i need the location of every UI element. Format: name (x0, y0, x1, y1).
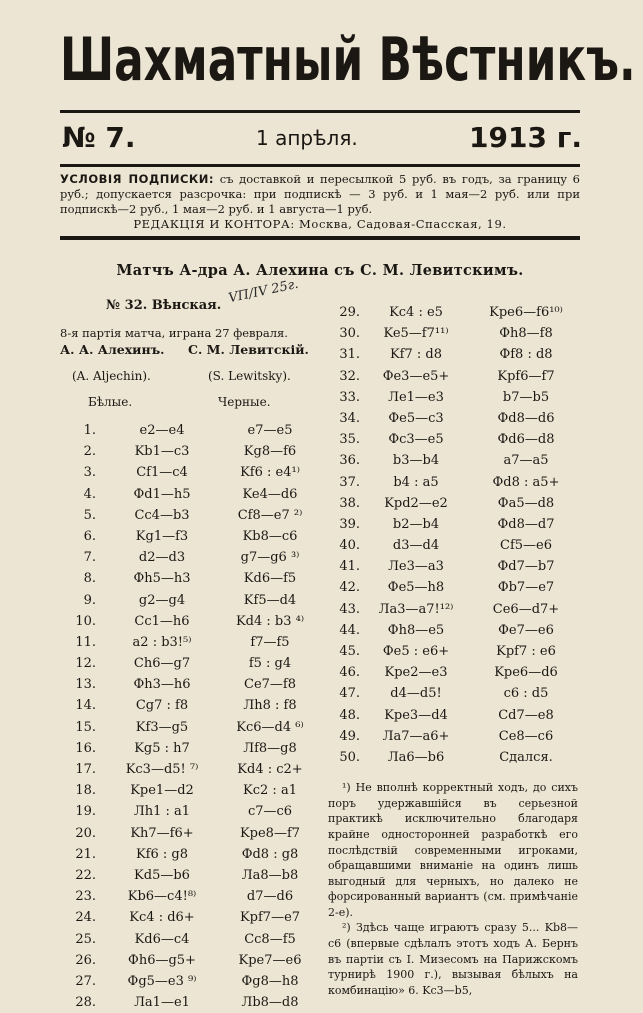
move-number: 27. (75, 973, 96, 989)
move-number: 3. (83, 465, 96, 481)
black-move: Лb8—d8 (241, 995, 299, 1011)
move-row (328, 705, 580, 726)
white-move: Cg7 : f8 (135, 698, 189, 714)
move-number: 29. (339, 305, 360, 320)
move-row (60, 823, 322, 844)
black-move: Kc2 : a1 (243, 783, 297, 799)
footnote-1: ¹) Не вполнѣ корректный ходъ, до сихъ поръ удержавшійся въ серьезной практикѣ исключительно благодаря крайне односторонней разработкѣ его послѣдствій современными игроками, обращавшими вниманіе на одинъ лишь выгодный для черныхъ, но далеко не форсированный вариантъ (см. примѣчаніе 2-е). (328, 781, 578, 919)
black-move: Фa5—d8 (497, 495, 555, 511)
white-move: Kpe1—d2 (130, 783, 194, 799)
black-player-latin: (S. Lewitsky). (208, 369, 291, 383)
move-row (328, 683, 580, 704)
move-number: 30. (339, 326, 360, 342)
move-number: 33. (339, 389, 360, 405)
white-move: Фg5—e3 ⁹⁾ (127, 973, 197, 989)
black-move: f7—f5 (250, 634, 290, 650)
white-move: Cc4—b3 (134, 507, 190, 523)
players-row (60, 342, 322, 364)
move-row (328, 387, 580, 408)
black-move: Лa8—b8 (241, 867, 299, 883)
subscription-heading: УСЛОВІЯ ПОДПИСКИ: (60, 172, 215, 186)
white-move: Kf6 : g8 (135, 846, 189, 862)
white-move: Kh7—f6+ (130, 825, 194, 841)
white-move: Kpd2—e2 (384, 495, 448, 511)
black-move: Kpe6—f6¹⁰⁾ (489, 305, 563, 320)
move-number: 15. (75, 719, 96, 735)
move-number: 36. (339, 453, 360, 469)
move-number: 22. (75, 867, 96, 883)
black-move: Kd4 : c2+ (237, 762, 303, 777)
white-move: Фd1—h5 (133, 486, 191, 502)
move-number: 10. (75, 613, 96, 629)
move-number: 34. (339, 410, 360, 426)
white-move: Фh8—e5 (387, 622, 445, 638)
move-row (60, 441, 322, 462)
move-row (60, 462, 322, 483)
move-number: 47. (339, 686, 360, 702)
move-number: 42. (339, 580, 360, 596)
move-number: 17. (75, 762, 96, 777)
move-number: 44. (339, 622, 360, 638)
masthead-rule-mid (60, 164, 580, 167)
white-player: А. А. Алехинъ. (60, 342, 165, 357)
moves-list-left (60, 420, 322, 1013)
black-move: Фe7—e6 (498, 622, 554, 638)
black-move: f5 : g4 (248, 656, 292, 672)
move-row (328, 577, 580, 598)
black-move: Фf8 : d8 (499, 347, 553, 363)
move-number: 1. (83, 423, 96, 438)
move-number: 38. (339, 495, 360, 511)
move-number: 37. (339, 474, 360, 490)
move-row (328, 366, 580, 387)
move-row (60, 759, 322, 780)
black-move: c6 : d5 (503, 686, 549, 702)
white-move: Kg1—f3 (135, 528, 189, 544)
move-row (60, 801, 322, 822)
move-row (328, 556, 580, 577)
move-number: 12. (75, 656, 96, 672)
white-move: Фe5—h8 (387, 580, 445, 596)
move-row (60, 568, 322, 589)
move-number: 18. (75, 783, 96, 799)
move-row (328, 344, 580, 365)
white-move: Kb6—c4!⁸⁾ (127, 889, 197, 905)
move-number: 8. (83, 571, 96, 587)
masthead-rule-top (60, 110, 580, 113)
black-move: Kpf7 : e6 (496, 644, 556, 659)
move-row (60, 653, 322, 674)
black-move: Фg8—h8 (241, 973, 299, 989)
black-move: Kpf7—e7 (239, 910, 301, 926)
colors-row (60, 388, 322, 420)
move-number: 4. (83, 486, 96, 502)
white-move: b2—b4 (392, 516, 440, 532)
move-row (60, 844, 322, 865)
black-move: Фd8 : a5+ (492, 474, 560, 490)
black-move: Kf6 : e4¹⁾ (240, 465, 300, 481)
white-move: Kpe3—d4 (384, 707, 448, 723)
move-row (60, 738, 322, 759)
move-row (60, 865, 322, 886)
black-move: Cc8—f5 (244, 931, 296, 947)
move-row (328, 747, 580, 768)
black-move: Фd8 : g8 (241, 846, 299, 862)
black-move: e7—e5 (247, 423, 293, 438)
black-move: Cd7—e8 (498, 707, 554, 723)
move-number: 40. (339, 538, 360, 554)
white-move: Kpe2—e3 (384, 665, 448, 681)
move-number: 5. (83, 507, 96, 523)
white-move: Ke5—f7¹¹⁾ (383, 326, 449, 342)
white-move: Фh5—h3 (133, 571, 191, 587)
move-number: 13. (75, 677, 96, 693)
black-move: Лh8 : f8 (243, 698, 297, 714)
white-move: Kf7 : d8 (389, 347, 443, 363)
black-move: Ce8—c6 (498, 728, 554, 744)
black-move: Лf8—g8 (243, 740, 297, 756)
move-number: 46. (339, 665, 360, 681)
white-move: Лe3—a3 (388, 559, 444, 575)
white-move: b3—b4 (392, 453, 440, 469)
black-move: Kpe8—f7 (239, 825, 301, 841)
move-row (60, 590, 322, 611)
move-row (328, 514, 580, 535)
black-move: b7—b5 (502, 389, 550, 405)
move-row (60, 526, 322, 547)
white-move: d3—d4 (392, 538, 440, 554)
players-latin-row (60, 364, 322, 388)
move-row (328, 450, 580, 471)
game-number: № 32. Вѣнская. (106, 298, 222, 313)
white-move: Kd6—c4 (134, 931, 190, 947)
black-move: Kg8—f6 (243, 444, 297, 460)
move-row (60, 886, 322, 907)
white-move: Фe3—e5+ (382, 368, 450, 384)
move-row (328, 535, 580, 556)
move-number: 41. (339, 559, 360, 575)
white-move: Фc3—e5 (388, 432, 444, 448)
black-move: Kc6—d4 ⁶⁾ (236, 719, 304, 735)
moves-list-right (328, 302, 580, 768)
move-number: 48. (339, 707, 360, 723)
white-move: Лa7—a6+ (382, 728, 450, 744)
black-move: Фd8—d7 (497, 516, 555, 532)
move-row (60, 695, 322, 716)
black-move: Kd6—f5 (243, 571, 297, 587)
white-move: Лe1—e3 (388, 389, 444, 405)
move-row (60, 971, 322, 992)
game-header (60, 276, 322, 324)
black-move: Cf5—e6 (500, 538, 552, 554)
move-number: 45. (339, 644, 360, 659)
white-move: g2—g4 (138, 592, 186, 608)
move-row (60, 929, 322, 950)
white-move: Лa3—a7!¹²⁾ (378, 601, 454, 617)
move-number: 43. (339, 601, 360, 617)
move-row (60, 632, 322, 653)
black-move: Фb7—e7 (497, 580, 555, 596)
white-move: Лa1—e1 (134, 995, 190, 1011)
white-move: b4 : a5 (393, 474, 439, 490)
black-move: Ce6—d7+ (492, 601, 560, 617)
white-move: d4—d5! (390, 686, 442, 702)
move-number: 35. (339, 432, 360, 448)
subscription-terms (60, 172, 580, 232)
move-number: 23. (75, 889, 96, 905)
black-move: Сдался. (499, 749, 553, 765)
white-move: Kg5 : h7 (134, 740, 190, 756)
black-move: Kpe6—d6 (494, 665, 558, 681)
white-move: a2 : b3!⁵⁾ (132, 634, 192, 650)
black-move: Kpf6—f7 (497, 368, 555, 384)
move-row (60, 992, 322, 1013)
black-move: Ke4—d6 (242, 486, 298, 502)
move-number: 2. (83, 444, 96, 460)
move-row (60, 950, 322, 971)
move-number: 28. (75, 995, 96, 1011)
white-move: Ch6—g7 (133, 656, 191, 672)
footnotes (328, 780, 578, 998)
move-row (328, 408, 580, 429)
black-move: Фh8—f8 (499, 326, 553, 342)
black-label: Черные. (218, 395, 271, 409)
subscription-text: съ доставкой и пересылкой 5 руб. въ годъ, за границу 6 руб.; допускается разсрочка: при подпискѣ — 3 руб. и 1 мая—2 руб. или при подпискѣ—2 руб., 1 мая—2 руб. и 1 августа—1 руб. (60, 172, 581, 216)
move-number: 39. (339, 516, 360, 532)
move-row (60, 717, 322, 738)
move-number: 19. (75, 804, 96, 820)
move-number: 25. (75, 931, 96, 947)
black-move: d7—d6 (246, 889, 294, 905)
right-column (328, 302, 580, 998)
issue-year: 1913 г. (469, 121, 582, 154)
white-move: Лa6—b6 (387, 749, 445, 765)
masthead-rule-bottom (60, 236, 580, 240)
black-move: Kpe7—e6 (238, 952, 302, 968)
move-number: 31. (339, 347, 360, 363)
move-number: 7. (83, 550, 96, 566)
game-subtitle: 8-я партія матча, играна 27 февраля. (60, 326, 288, 340)
move-number: 49. (339, 728, 360, 744)
move-number: 6. (83, 528, 96, 544)
white-move: Фe5 : e6+ (382, 644, 450, 659)
move-number: 24. (75, 910, 96, 926)
white-player-latin: (A. Aljechin). (72, 369, 151, 383)
black-move: Фd6—d8 (497, 432, 555, 448)
masthead-title: Шахматный Вѣстникъ. (60, 25, 636, 95)
move-number: 50. (339, 749, 360, 765)
white-move: Kc3—d5! ⁷⁾ (125, 762, 199, 777)
move-number: 20. (75, 825, 96, 841)
white-move: Лh1 : a1 (133, 804, 191, 820)
white-move: Cf1—c4 (136, 465, 188, 481)
white-move: Фh6—g5+ (128, 952, 196, 968)
editorial-address: РЕДАКЦІЯ И КОНТОРА: Москва, Садовая-Спасская, 19. (133, 217, 507, 231)
white-move: Cc1—h6 (134, 613, 190, 629)
black-move: c7—c6 (247, 804, 293, 820)
black-move: Kb8—c6 (242, 528, 298, 544)
black-move: g7—g6 ³⁾ (240, 550, 300, 566)
move-row (60, 420, 322, 441)
move-row (328, 726, 580, 747)
black-move: Фd8—d6 (497, 410, 555, 426)
move-number: 32. (339, 368, 360, 384)
issue-row (62, 118, 582, 158)
move-row (60, 674, 322, 695)
black-move: Kd4 : b3 ⁴⁾ (235, 613, 305, 629)
move-row (328, 429, 580, 450)
left-column (60, 276, 322, 1013)
white-move: Kb1—c3 (134, 444, 190, 460)
move-row (328, 641, 580, 662)
move-row (60, 611, 322, 632)
move-row (328, 302, 580, 323)
black-move: Ce7—f8 (244, 677, 296, 693)
black-move: Kf5—d4 (243, 592, 297, 608)
white-move: Фh3—h6 (133, 677, 191, 693)
white-move: d2—d3 (138, 550, 186, 566)
move-row (328, 662, 580, 683)
move-row (60, 505, 322, 526)
move-row (328, 493, 580, 514)
move-number: 14. (75, 698, 96, 714)
move-number: 26. (75, 952, 96, 968)
white-move: Kd5—b6 (134, 867, 190, 883)
black-player: С. М. Левитскій. (188, 342, 309, 357)
black-move: Фd7—b7 (497, 559, 555, 575)
move-row (60, 907, 322, 928)
handwritten-annotation: VП/IV 25г. (227, 276, 300, 307)
move-row (328, 472, 580, 493)
move-number: 21. (75, 846, 96, 862)
issue-date: 1 апрѣля. (256, 126, 358, 150)
move-row (60, 484, 322, 505)
move-number: 11. (75, 634, 96, 650)
move-row (328, 599, 580, 620)
footnote-2: ²) Здѣсь чаще играютъ сразу 5... Kb8—c6 (впервые сдѣлалъ этотъ ходъ А. Бернъ въ партіи съ I. Мизесомъ на Парижскомъ турнирѣ 1900 г.), вызывая бѣлыхъ на комбинацію» 6. Kc3—b5, (328, 921, 578, 997)
move-row (60, 780, 322, 801)
move-number: 9. (83, 592, 96, 608)
move-row (60, 547, 322, 568)
black-move: a7—a5 (503, 453, 549, 469)
article-title: Матчъ А-дра А. Алехина съ С. М. Левитскимъ. (116, 262, 524, 279)
white-label: Бѣлые. (88, 395, 133, 409)
white-move: Kf3—g5 (135, 719, 189, 735)
move-row (328, 323, 580, 344)
white-move: Фe5—c3 (388, 410, 444, 426)
white-move: Kc4 : e5 (389, 305, 443, 320)
white-move: e2—e4 (139, 423, 185, 438)
move-row (328, 620, 580, 641)
issue-number: № 7. (62, 121, 136, 154)
move-number: 16. (75, 740, 96, 756)
white-move: Kc4 : d6+ (129, 910, 195, 926)
black-move: Cf8—e7 ²⁾ (237, 507, 303, 523)
